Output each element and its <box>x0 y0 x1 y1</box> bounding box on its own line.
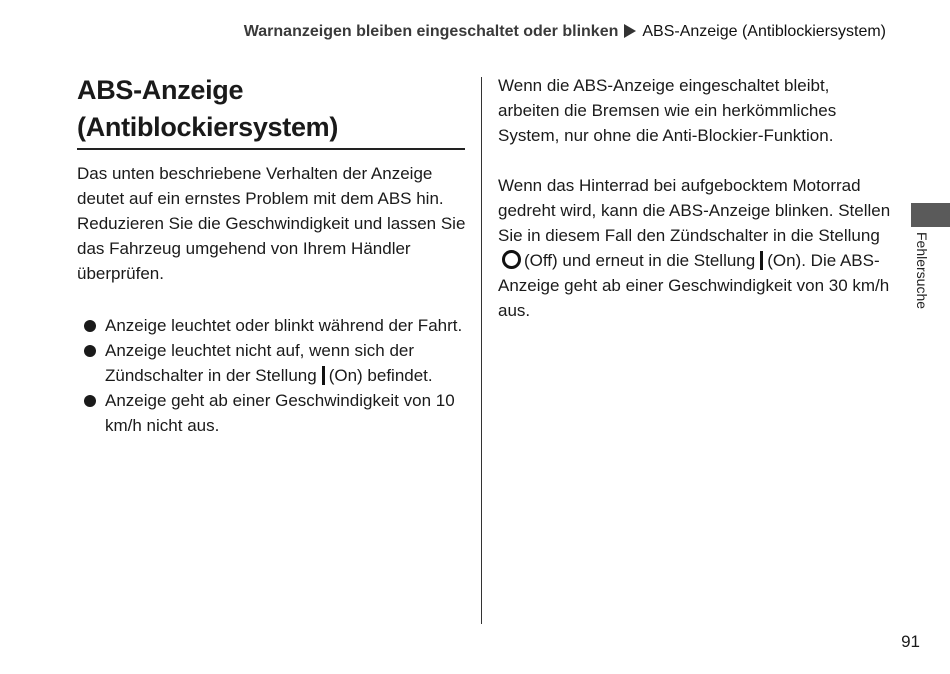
list-item-text: Anzeige leuchtet nicht auf, wenn sich der Zündschalter in der Stellung <box>105 341 415 385</box>
note-text: (Off) und erneut in die Stellung <box>524 251 756 270</box>
bullet-dot-icon <box>84 320 96 332</box>
intro-paragraph: Das unten beschriebene Verhalten der Anzeige deutet auf ein ernstes Problem mit dem ABS hin. Reduzieren Sie die Geschwindigkeit und lassen Sie das Fahrzeug umgehend von Ihrem Händler überprüfen. <box>77 164 466 283</box>
column-divider <box>481 77 482 624</box>
page-number: 91 <box>901 632 920 651</box>
note-paragraph <box>498 173 893 323</box>
bullet-dot-icon <box>84 345 96 357</box>
list-item-text: Anzeige leuchtet oder blinkt während der Fahrt. <box>105 316 463 335</box>
symptom-list <box>84 313 476 438</box>
breadcrumb-parent[interactable]: Warnanzeigen bleiben eingeschaltet oder blinken <box>243 23 619 40</box>
note-text: Wenn das Hinterrad bei aufgebocktem Motorrad gedreht wird, kann die ABS-Anzeige blinken. Stellen Sie in diesem Fall den Zündschalter in die Stellung <box>498 176 891 245</box>
section-tab-label[interactable]: Fehlersuche <box>914 232 930 310</box>
list-item <box>84 313 476 338</box>
page-title-line2: (Antiblockiersystem) <box>77 112 339 142</box>
page-title-line1: ABS-Anzeige <box>77 75 244 105</box>
section-tab[interactable] <box>911 203 950 227</box>
note-text: (On). Die ABS-Anzeige geht ab einer Geschwindigkeit von 30 km/h aus. <box>498 251 890 320</box>
ignition-off-icon <box>502 250 521 269</box>
breadcrumb-current: ABS-Anzeige (Antiblockiersystem) <box>642 23 886 40</box>
note-paragraph: Wenn die ABS-Anzeige eingeschaltet bleibt, arbeiten die Bremsen wie ein herkömmliches System, nur ohne die Anti-Blockier-Funktion. <box>498 76 837 145</box>
page-title <box>77 72 465 146</box>
right-column <box>498 73 893 348</box>
list-item-text: (On) befindet. <box>328 366 433 385</box>
list-item-text: Anzeige geht ab einer Geschwindigkeit von 10 km/h nicht aus. <box>105 391 455 435</box>
title-divider <box>77 148 465 150</box>
bullet-dot-icon <box>84 395 96 407</box>
list-item <box>84 388 476 438</box>
triangle-right-icon <box>624 24 636 38</box>
ignition-on-icon <box>322 366 325 385</box>
ignition-on-icon <box>760 251 763 270</box>
breadcrumb <box>244 21 886 43</box>
list-item <box>84 338 476 388</box>
